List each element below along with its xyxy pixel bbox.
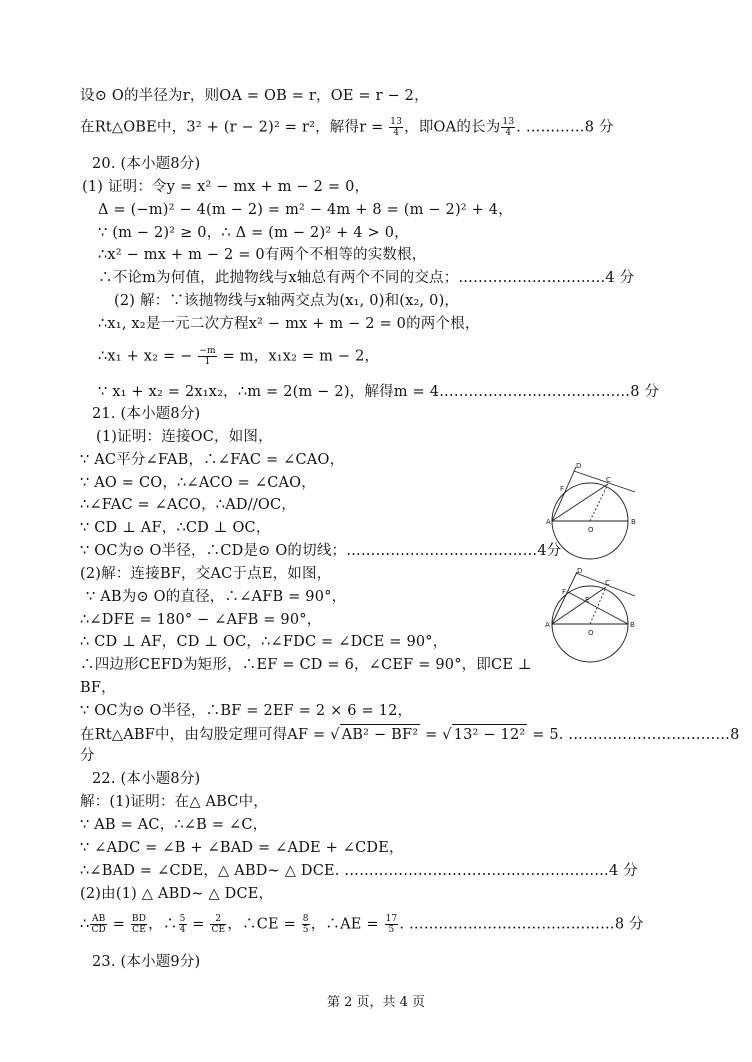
fraction: $\frac{13}{4}$	[390, 117, 403, 138]
label-A: A	[545, 621, 550, 629]
fraction: $\frac{BD}{CE}$	[131, 914, 147, 935]
text-line: (2) 解：∵该抛物线与x轴两交点为(x₁, 0)和(x₂, 0)，	[114, 293, 460, 309]
label-B: B	[630, 621, 635, 629]
page-footer: 第 2 页，共 4 页	[326, 995, 426, 1010]
label-O: O	[588, 526, 594, 534]
text-line: ∴不论m为何值，此抛物线与x轴总有两个不同的交点；…………………………4 分	[98, 270, 635, 286]
text-line: (2)解：连接BF，交AC于点E，如图，	[80, 566, 332, 582]
text-line: (1) 证明：令y = x² − mx + m − 2 = 0，	[82, 179, 370, 195]
text-line	[80, 117, 614, 138]
fraction: $\frac{-m}{1}$	[199, 346, 216, 367]
text-line: ∵ AB为⊙ O的直径，∴∠AFB = 90°，	[86, 589, 347, 605]
text-line: (1)证明：连接OC，如图，	[96, 429, 273, 445]
text-line: ∵ ∠ADC = ∠B + ∠BAD = ∠ADE + ∠CDE，	[80, 840, 404, 856]
text-line: ∴ $\frac{AB}{CD}$ = $\frac{BD}{CE}$ ，∴ $\frac{5}{4}$ = $\frac{2}{CE}$ ，∴CE = $\frac{8}{5}$ ，∴AE = $\frac{17}{5}$ . ……………………………………8 分	[80, 914, 644, 935]
text-line: ∵ AB = AC，∴∠B = ∠C，	[80, 817, 268, 833]
fraction: $\frac{8}{5}$	[302, 914, 309, 935]
text-line: ∵ CD ⊥ AF，∴CD ⊥ OC，	[80, 520, 271, 536]
text-line: ∵ OC为⊙ O半径，∴BF = 2EF = 2 × 6 = 12，	[80, 703, 413, 719]
label-B: B	[631, 518, 636, 526]
text-line: ∵ (m − 2)² ≥ 0，∴ Δ = (m − 2)² + 4 > 0，	[98, 225, 409, 241]
text-segment: ∴x₁ + x₂ = −	[98, 348, 198, 365]
text-segment: . ……………………………………8 分	[399, 916, 644, 933]
text-line: ∴∠FAC = ∠ACO，∴AD//OC，	[80, 497, 296, 513]
text-line: BF，	[80, 680, 116, 696]
text-line: Δ = (−m)² − 4(m − 2) = m² − 4m + 8 = (m − 2)² + 4，	[98, 202, 513, 218]
text-line: (2)由(1) △ ABD∼ △ DCE，	[80, 886, 274, 902]
text-line: ∵ OC为⊙ O半径，∴CD是⊙ O的切线；…………………………………4分	[80, 543, 562, 559]
text-segment: 在Rt△ABF中，由勾股定理可得AF =	[80, 727, 331, 743]
fraction: $\frac{5}{4}$	[179, 914, 186, 935]
sqrt-radicand: AB² − BF²	[340, 724, 421, 745]
circle-figure-1	[540, 458, 640, 566]
section-heading: 23. (本小题9分)	[92, 954, 201, 970]
text-line: ∴x₁, x₂是一元二次方程x² − mx + m − 2 = 0的两个根，	[98, 316, 480, 332]
fraction: $\frac{2}{CE}$	[211, 914, 226, 935]
text-line: ∵ AC平分∠FAB，∴∠FAC = ∠CAO，	[80, 452, 345, 468]
label-F: F	[562, 588, 567, 596]
label-E: E	[585, 596, 590, 604]
text-segment: =	[420, 727, 443, 743]
label-F: F	[560, 485, 565, 493]
text-line	[98, 346, 379, 367]
label-D: D	[576, 462, 582, 470]
fraction: $\frac{13}{4}$	[502, 117, 515, 138]
text-segment: . …………8 分	[516, 119, 614, 136]
section-heading: 21. (本小题8分)	[92, 406, 201, 422]
text-line: ∴∠BAD = ∠CDE，△ ABD∼ △ DCE. ………………………………………………4 分	[80, 863, 638, 879]
text-line: 分	[80, 748, 95, 764]
text-segment: ，即OA的长为	[404, 119, 501, 136]
text-segment: = 5. ……………………………8	[527, 727, 740, 743]
section-heading: 22. (本小题8分)	[92, 771, 201, 787]
circle-figure-2	[540, 564, 640, 669]
section-heading: 20. (本小题8分)	[92, 156, 201, 172]
label-D: D	[577, 567, 583, 575]
text-segment: 在Rt△OBE中，3² + (r − 2)² = r²，解得r =	[80, 119, 389, 136]
text-line: 在Rt△ABF中，由勾股定理可得AF = √ AB² − BF² = √ 13² − 12² = 5. ……………………………8	[80, 724, 740, 745]
text-line: 解：(1)证明：在△ ABC中，	[80, 794, 268, 810]
label-C: C	[605, 579, 610, 587]
fraction: $\frac{AB}{CD}$	[91, 914, 106, 935]
text-line: ∴x² − mx + m − 2 = 0有两个不相等的实数根，	[98, 247, 427, 263]
text-line: ∵ x₁ + x₂ = 2x₁x₂，∴m = 2(m − 2)，解得m = 4…………………………………8 分	[98, 384, 660, 400]
label-O: O	[588, 629, 594, 637]
fraction: $\frac{17}{5}$	[385, 914, 398, 935]
text-segment: = m，x₁x₂ = m − 2，	[217, 348, 380, 365]
text-segment: ∴	[80, 916, 90, 933]
label-C: C	[606, 476, 611, 484]
sqrt-radicand: 13² − 12²	[452, 724, 528, 745]
text-line: ∴四边形CEFD为矩形，∴EF = CD = 6，∠CEF = 90°，即CE ⊥	[80, 657, 532, 673]
text-line: 设⊙ O的半径为r，则OA = OB = r，OE = r − 2，	[80, 88, 429, 104]
text-line: ∴∠DFE = 180° − ∠AFB = 90°，	[80, 612, 322, 628]
text-line: ∴ CD ⊥ AF，CD ⊥ OC，∴∠FDC = ∠DCE = 90°，	[80, 634, 448, 650]
label-A: A	[546, 518, 551, 526]
text-line: ∵ AO = CO，∴∠ACO = ∠CAO，	[80, 475, 316, 491]
